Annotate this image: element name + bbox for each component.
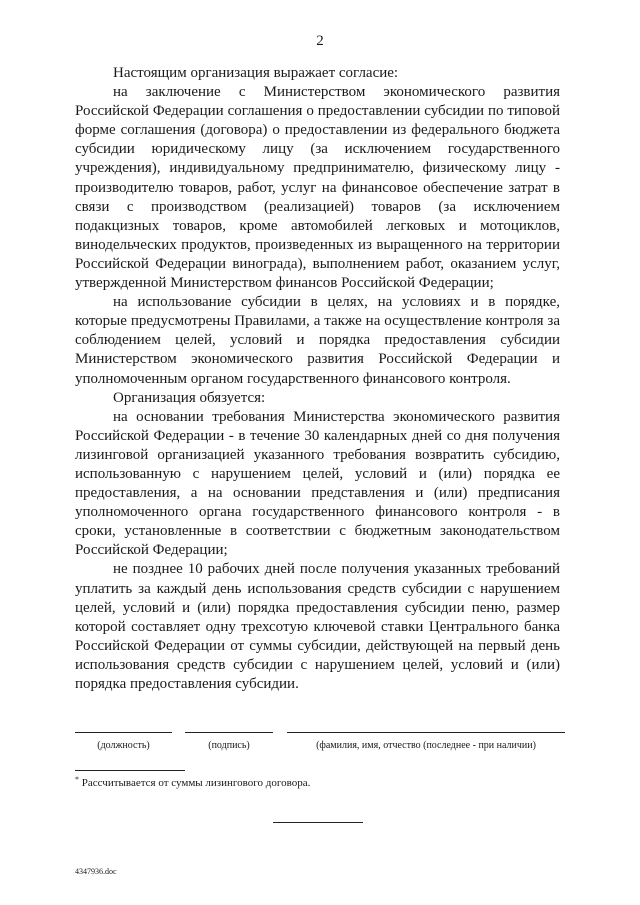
footnote-divider: [75, 770, 185, 771]
footnote-text: Рассчитывается от суммы лизингового договора.: [81, 777, 311, 789]
signature-line: [185, 732, 273, 733]
end-of-document-line: [273, 822, 363, 823]
document-body: [75, 64, 560, 694]
signature-block: [75, 732, 565, 762]
signature-field: [185, 732, 273, 751]
footnote-marker: *: [75, 775, 79, 784]
name-caption: (фамилия, имя, отчество (последнее - при наличии): [316, 740, 536, 751]
name-line: [287, 732, 565, 733]
paragraph-obligations-intro: Организация обязуется:: [113, 389, 266, 406]
paragraph-obligation-penalty: не позднее 10 рабочих дней после получения указанных требований уплатить за каждый день использования средств субсидии с нарушением целей, условий и (или) порядка предоставления субсидии пеню, размер которой составляет одну трехсотую ключевой ставки Центрального банка Российской Федерации от суммы субсидии, действующей на первый день использования средств субсидии с нарушением целей, условий и (или) порядка предоставления субсидии.: [75, 561, 560, 692]
signature-caption: (подпись): [208, 740, 250, 751]
paragraph-consent-agreement: на заключение с Министерством экономического развития Российской Федерации соглашения о предоставлении субсидии по типовой форме соглашения (договора) о предоставлении из федерального бюджета субсидии юридическому лицу (за исключением государственного учреждения), индивидуальному предпринимателю, физическому лицу - производителю товаров, работ, услуг на финансовое обеспечение затрат в связи с производством (реализацией) товаров (за исключением подакцизных товаров, кроме автомобилей легковых и мотоциклов, винодельческих продуктов, произведенных из выращенного на территории Российской Федерации винограда), выполнением работ, оказанием услуг, утвержденной Министерством финансов Российской Федерации;: [75, 84, 560, 292]
position-line: [75, 732, 172, 733]
position-caption: (должность): [97, 740, 150, 751]
paragraph-consent-usage: на использование субсидии в целях, на условиях и в порядке, которые предусмотрены Правилами, а также на осуществление контроля за соблюдением целей, условий и порядка предоставления субсидии Министерством экономического развития Российской Федерации и уполномоченным органом государственного финансового контроля.: [75, 294, 560, 387]
document-file-id: 4347936.doc: [75, 867, 117, 876]
page-number: 2: [316, 33, 324, 49]
footnote: [75, 775, 310, 789]
paragraph-consent-intro: Настоящим организация выражает согласие:: [113, 65, 399, 81]
paragraph-obligation-return: на основании требования Министерства экономического развития Российской Федерации - в течение 30 календарных дней со дня получения лизинговой организацией указанного требования возвратить субсидию, использованную с нарушением целей, условий и (или) порядка ее предоставления, а на основании представления и (или) предписания уполномоченного органа государственного финансового контроля - в сроки, установленные в соответствии с бюджетным законодательством Российской Федерации;: [75, 408, 560, 559]
name-field: [287, 732, 565, 751]
position-field: [75, 732, 172, 751]
